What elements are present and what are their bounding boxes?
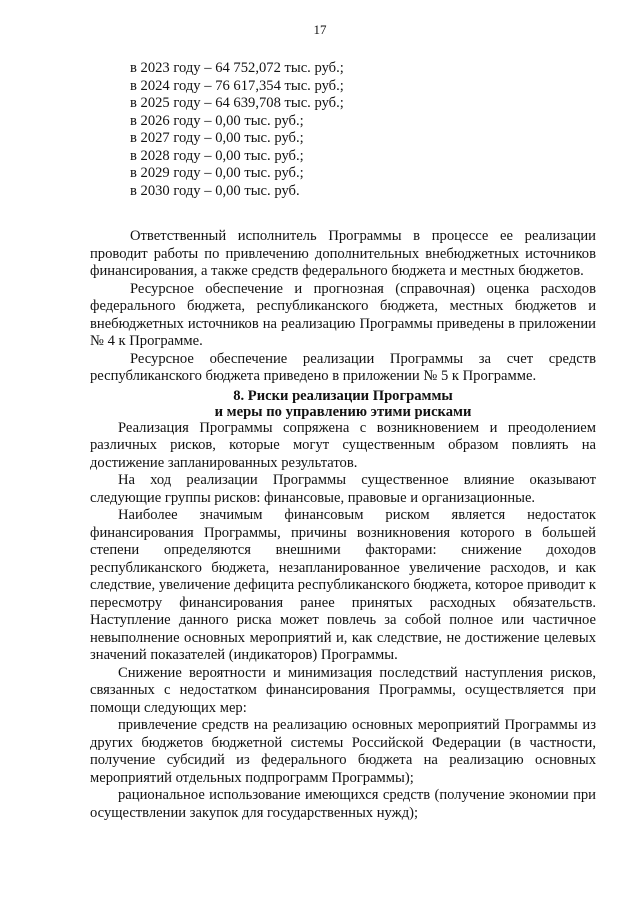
page-number: 17	[313, 22, 327, 37]
paragraph: привлечение средств на реализацию основных мероприятий Программы из других бюджетов бюджетной системы Российской Федерации (в частности, получение субсидий из федерального бюджета на реализацию основных мероприятий отдельных подпрограмм Программы);	[90, 717, 596, 786]
section-heading	[90, 388, 596, 420]
funding-year-item: в 2027 году – 0,00 тыс. руб.;	[130, 130, 304, 146]
section-heading-line-2: и меры по управлению этими рисками	[214, 403, 472, 420]
spacer	[90, 200, 596, 228]
funding-year-item: в 2028 году – 0,00 тыс. руб.;	[130, 147, 304, 164]
funding-year-item: в 2024 году – 76 617,354 тыс. руб.;	[130, 77, 344, 94]
document-body	[90, 60, 596, 822]
paragraph: Ответственный исполнитель Программы в процессе ее реализации проводит работы по привлечению дополнительных внебюджетных источников финансирования, а также средств федерального бюджета и местных бюджетов.	[90, 228, 596, 279]
paragraph: Снижение вероятности и минимизация последствий наступления рисков, связанных с недостатком финансирования Программы, осуществляется при помощи следующих мер:	[90, 664, 596, 716]
paragraph: Реализация Программы сопряжена с возникновением и преодолением различных рисков, которые могут существенным образом повлиять на достижение запланированных результатов.	[90, 419, 596, 471]
funding-year-item: в 2023 году – 64 752,072 тыс. руб.;	[130, 60, 344, 76]
funding-year-item: в 2025 году – 64 639,708 тыс. руб.;	[130, 95, 344, 111]
section-heading-line-1: 8. Риски реализации Программы	[233, 387, 453, 404]
paragraph: Ресурсное обеспечение реализации Программы за счет средств республиканского бюджета приведено в приложении № 5 к Программе.	[90, 350, 596, 384]
paragraph: рациональное использование имеющихся средств (получение экономии при осуществлении закупок для государственных нужд);	[90, 787, 596, 821]
funding-by-year-list	[90, 60, 596, 200]
paragraph: Наиболее значимым финансовым риском является недостаток финансирования Программы, причины возникновения которого в большей степени определяются внешними факторами: снижение доходов республиканского бюджета, незапланированное увеличение расходов, и как следствие, увеличение дефицита республиканского бюджета, которое приводит к пересмотру финансирования ранее принятых расходных обязательств. Наступление данного риска может повлечь за собой полное или частичное невыполнение основных мероприятий и, как следствие, не достижение целевых значений показателей (индикаторов) Программы.	[90, 507, 596, 663]
paragraph: Ресурсное обеспечение и прогнозная (справочная) оценка расходов федерального бюджета, республиканского бюджета, местных бюджетов и внебюджетных источников на реализацию Программы приведены в приложении № 4 к Программе.	[90, 280, 596, 349]
funding-year-item: в 2030 году – 0,00 тыс. руб.	[130, 182, 300, 199]
funding-year-item: в 2029 году – 0,00 тыс. руб.;	[130, 165, 304, 181]
funding-year-item: в 2026 году – 0,00 тыс. руб.;	[130, 112, 304, 129]
paragraph: На ход реализации Программы существенное влияние оказывают следующие группы рисков: финансовые, правовые и организационные.	[90, 472, 596, 506]
